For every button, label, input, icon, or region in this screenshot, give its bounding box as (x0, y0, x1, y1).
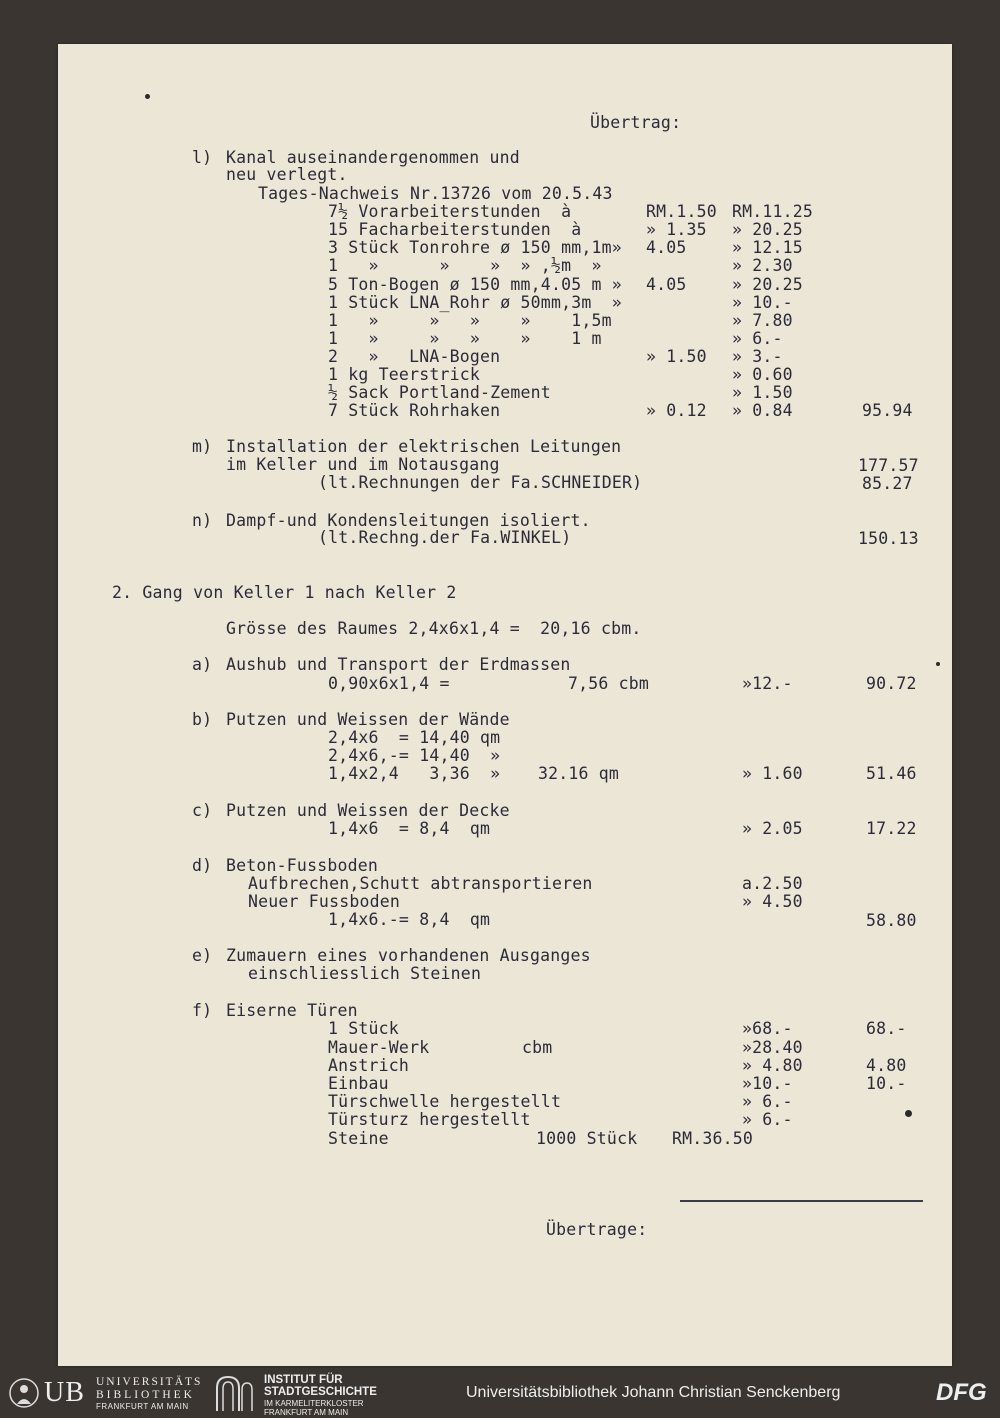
item-c-title: Putzen und Weissen der Decke (226, 801, 510, 820)
isg-text: IM KARMELITERKLOSTER (264, 1399, 364, 1408)
isg-text: STADTGESCHICHTE (264, 1386, 377, 1398)
isg-text: INSTITUT FÜR (264, 1374, 343, 1386)
item-a-unit: »12.- (742, 674, 793, 693)
door-line-unit-price: RM.36.50 (672, 1129, 754, 1148)
ub-seal-icon (8, 1376, 40, 1410)
door-line-desc: 1 Stück (328, 1019, 399, 1038)
cost-line-desc: 1 » » » » 1 m (328, 329, 602, 348)
item-m-text: (lt.Rechnungen der Fa.SCHNEIDER) (318, 473, 643, 492)
item-d-label: d) (192, 856, 213, 875)
cost-line-total: » 6.- (732, 329, 783, 348)
cost-line-desc: 1 Stück LNA_Rohr ø 50mm,3m » (328, 293, 622, 312)
item-b-total: 51.46 (866, 764, 917, 783)
item-e-text: einschliesslich Steinen (248, 964, 482, 983)
ub-logo: UB (44, 1377, 85, 1408)
item-a-title: Aushub und Transport der Erdmassen (226, 655, 571, 674)
item-b-label: b) (192, 710, 213, 729)
item-d-unit: » 4.50 (742, 892, 803, 911)
ink-mark (936, 662, 940, 666)
door-line-unit-price: » 6.- (742, 1092, 793, 1111)
item-l-label: l) (192, 148, 213, 167)
door-line-unit-price: » 6.- (742, 1110, 793, 1129)
cost-line-total: » 20.25 (732, 275, 803, 294)
item-n-amount: 150.13 (858, 529, 919, 548)
cost-line-desc: 7½ Vorarbeiterstunden à (328, 202, 572, 221)
item-d-text: Neuer Fussboden (248, 892, 401, 911)
item-d-calc: 1,4x6.-= 8,4 qm (328, 910, 491, 929)
cost-line-unit-price: RM.1.50 (646, 202, 717, 221)
door-line-desc: Steine (328, 1129, 389, 1148)
ub-text: BIBLIOTHEK (96, 1389, 195, 1401)
cost-line-total: » 12.15 (732, 238, 803, 257)
door-line-desc: Einbau (328, 1074, 389, 1093)
dfg-logo: DFG (936, 1379, 987, 1406)
item-c-total: 17.22 (866, 819, 917, 838)
item-d-text: Aufbrechen,Schutt abtransportieren (248, 874, 593, 893)
item-d-total: 58.80 (866, 911, 917, 930)
door-line-qty: 1000 Stück (536, 1129, 638, 1148)
item-c-unit: » 2.05 (742, 819, 803, 838)
cost-line-total: » 1.50 (732, 383, 793, 402)
door-line-total: 4.80 (866, 1056, 907, 1075)
item-n-text: (lt.Rechng.der Fa.WINKEL) (318, 528, 572, 547)
archive-footer (0, 1368, 1000, 1418)
item-d-unit: a.2.50 (742, 874, 803, 893)
sum-rule (680, 1200, 923, 1202)
isg-text: FRANKFURT AM MAIN (264, 1408, 349, 1417)
item-d-title: Beton-Fussboden (226, 856, 379, 875)
door-line-unit-price: »28.40 (742, 1038, 803, 1057)
door-line-desc: Türschwelle hergestellt (328, 1092, 562, 1111)
cost-line-total: » 7.80 (732, 311, 793, 330)
item-l-sum: 95.94 (862, 401, 913, 420)
item-m-text: Installation der elektrischen Leitungen (226, 437, 622, 456)
cost-line-unit-price: 4.05 (646, 238, 687, 257)
item-b-calc: 2,4x6,-= 14,40 » (328, 746, 501, 765)
item-f-title: Eiserne Türen (226, 1001, 358, 1020)
cost-line-total: » 2.30 (732, 256, 793, 275)
cost-line-desc: ½ Sack Portland-Zement (328, 383, 551, 402)
ink-mark (905, 1110, 912, 1117)
item-b-unit: » 1.60 (742, 764, 803, 783)
cost-line-total: » 0.60 (732, 365, 793, 384)
door-line-unit-price: » 4.80 (742, 1056, 803, 1075)
cost-line-desc: 2 » LNA-Bogen (328, 347, 501, 366)
cost-line-total: » 20.25 (732, 220, 803, 239)
item-e-label: e) (192, 946, 213, 965)
isg-arches-icon (214, 1374, 254, 1412)
item-a-label: a) (192, 655, 213, 674)
door-line-qty: cbm (522, 1038, 553, 1057)
cost-line-total: » 3.- (732, 347, 783, 366)
item-m-amount: 177.57 (858, 456, 919, 475)
cost-line-desc: 5 Ton-Bogen ø 150 mm,4.05 m » (328, 275, 622, 294)
door-line-total: 68.- (866, 1019, 907, 1038)
item-a-calc: 0,90x6x1,4 = (328, 674, 450, 693)
door-line-desc: Anstrich (328, 1056, 410, 1075)
library-name: Universitätsbibliothek Johann Christian Senckenberg (466, 1384, 841, 1401)
item-a-total: 90.72 (866, 674, 917, 693)
ub-text: UNIVERSITÄTS (96, 1376, 203, 1388)
item-a-qty: 7,56 cbm (568, 674, 650, 693)
carry-forward-label: Übertrage: (546, 1220, 648, 1239)
item-l-text: neu verlegt. (226, 165, 348, 184)
item-b-title: Putzen und Weissen der Wände (226, 710, 510, 729)
daily-proof-line: Tages-Nachweis Nr.13726 vom 20.5.43 (258, 184, 613, 203)
cost-line-unit-price: » 0.12 (646, 401, 707, 420)
door-line-unit-price: »10.- (742, 1074, 793, 1093)
cost-line-desc: 3 Stück Tonrohre ø 150 mm,1m» (328, 238, 622, 257)
item-m-amount: 85.27 (862, 474, 913, 493)
cost-line-total: » 0.84 (732, 401, 793, 420)
item-n-text: Dampf-und Kondensleitungen isoliert. (226, 511, 591, 530)
door-line-total: 10.- (866, 1074, 907, 1093)
door-line-desc: Mauer-Werk (328, 1038, 430, 1057)
cost-line-unit-price: » 1.50 (646, 347, 707, 366)
carry-over-label: Übertrag: (590, 113, 682, 132)
cost-line-desc: 1 kg Teerstrick (328, 365, 481, 384)
cost-line-total: RM.11.25 (732, 202, 814, 221)
item-c-label: c) (192, 801, 213, 820)
item-f-label: f) (192, 1001, 213, 1020)
item-l-text: Kanal auseinandergenommen und (226, 148, 520, 167)
door-line-unit-price: »68.- (742, 1019, 793, 1038)
item-e-text: Zumauern eines vorhandenen Ausganges (226, 946, 591, 965)
cost-line-desc: 1 » » » » 1,5m (328, 311, 612, 330)
item-m-text: im Keller und im Notausgang (226, 455, 500, 474)
cost-line-desc: 1 » » » » ,½m » (328, 256, 602, 275)
item-b-qty: 32.16 qm (538, 764, 620, 783)
item-c-calc: 1,4x6 = 8,4 qm (328, 819, 491, 838)
item-b-calc: 2,4x6 = 14,40 qm (328, 728, 501, 747)
cost-line-total: » 10.- (732, 293, 793, 312)
item-b-calc: 1,4x2,4 3,36 » (328, 764, 501, 783)
item-n-label: n) (192, 511, 213, 530)
section-2-title: 2. Gang von Keller 1 nach Keller 2 (112, 583, 457, 602)
room-size-line: Grösse des Raumes 2,4x6x1,4 = 20,16 cbm. (226, 619, 642, 638)
ub-text: FRANKFURT AM MAIN (96, 1402, 189, 1411)
item-m-label: m) (192, 437, 213, 456)
door-line-desc: Türsturz hergestellt (328, 1110, 531, 1129)
cost-line-unit-price: » 1.35 (646, 220, 707, 239)
ink-mark (145, 94, 150, 99)
cost-line-desc: 7 Stück Rohrhaken (328, 401, 501, 420)
cost-line-desc: 15 Facharbeiterstunden à (328, 220, 582, 239)
cost-line-unit-price: 4.05 (646, 275, 687, 294)
